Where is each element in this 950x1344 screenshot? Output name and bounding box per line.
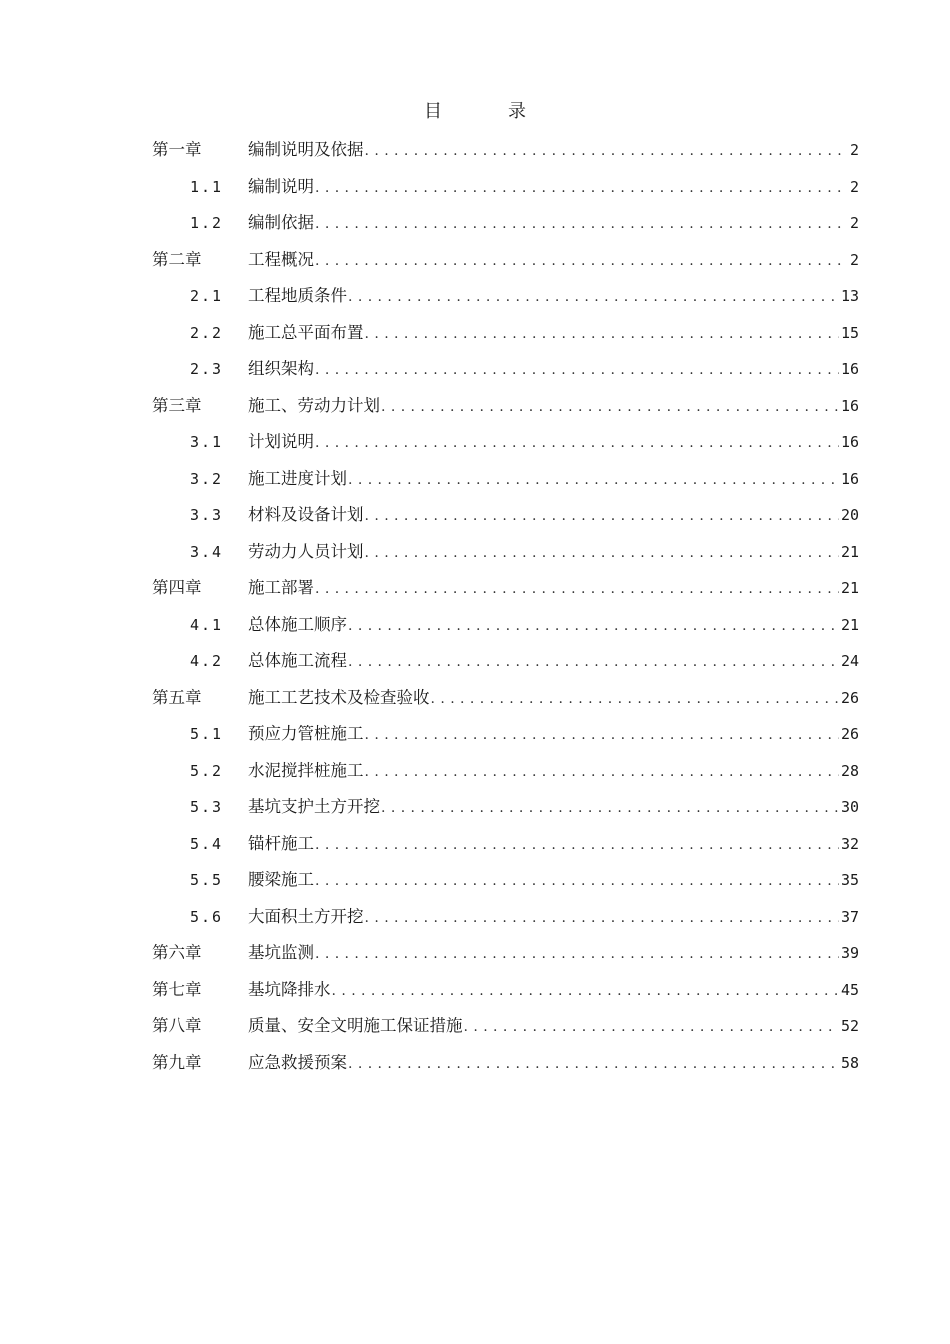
toc-entry-page-number: 16 <box>840 396 859 415</box>
toc-entry-number: 4.1 <box>190 615 224 634</box>
toc-dot-leader <box>314 206 848 242</box>
toc-entry-number: 5.1 <box>190 725 224 743</box>
toc-dot-leader <box>347 1046 839 1082</box>
toc-entry-title: 应急救援预案 <box>248 1052 347 1072</box>
toc-dot-leader <box>380 389 839 425</box>
toc-dot-leader <box>347 644 839 680</box>
toc-entry-page-number: 45 <box>840 980 859 999</box>
toc-dot-leader <box>380 790 839 826</box>
toc-entry-title: 总体施工顺序 <box>248 614 347 634</box>
toc-entry-number: 2.3 <box>190 360 224 378</box>
toc-entry-title: 计划说明 <box>248 432 314 451</box>
toc-entry-title: 锚杆施工 <box>248 833 314 853</box>
toc-entry[interactable] <box>152 461 859 498</box>
toc-entry[interactable] <box>152 935 859 972</box>
toc-entry-page-number: 2 <box>849 177 859 196</box>
toc-entry-number: 5.6 <box>190 907 224 926</box>
toc-entry[interactable] <box>152 424 859 461</box>
toc-entry-title: 基坑支护土方开挖 <box>248 797 380 816</box>
toc-entry[interactable] <box>152 497 859 534</box>
toc-entry-title: 施工工艺技术及检查验收 <box>248 687 430 707</box>
toc-dot-leader <box>314 827 839 863</box>
toc-entry-number: 第三章 <box>152 395 202 415</box>
toc-entry-title: 施工进度计划 <box>248 468 347 488</box>
toc-entry[interactable] <box>152 1045 859 1082</box>
toc-entry-title: 基坑降排水 <box>248 979 331 999</box>
toc-entry-number: 5.5 <box>190 871 224 889</box>
toc-entry-title: 劳动力人员计划 <box>248 541 364 561</box>
toc-entry-number: 2.2 <box>190 323 224 342</box>
toc-entry[interactable] <box>152 716 859 753</box>
toc-dot-leader <box>347 279 839 315</box>
toc-entry-title: 材料及设备计划 <box>248 505 364 524</box>
toc-entry-page-number: 20 <box>840 506 859 524</box>
toc-dot-leader <box>364 133 848 169</box>
toc-title <box>0 98 950 126</box>
toc-entry-title: 工程概况 <box>248 249 314 269</box>
toc-entry-page-number: 32 <box>840 834 859 853</box>
toc-entry-page-number: 21 <box>840 542 859 561</box>
toc-entry-number: 第九章 <box>152 1052 202 1072</box>
toc-entry-number: 3.4 <box>190 542 224 561</box>
toc-dot-leader <box>331 973 839 1009</box>
toc-entry-number: 4.2 <box>190 652 224 670</box>
toc-dot-leader <box>364 900 839 936</box>
toc-title-char-1: 目 <box>424 101 442 122</box>
toc-entry-title: 基坑监测 <box>248 943 314 962</box>
toc-entry-title: 预应力管桩施工 <box>248 724 364 743</box>
toc-entry-number: 1.1 <box>190 177 224 196</box>
toc-dot-leader <box>314 352 839 388</box>
toc-entry-page-number: 37 <box>840 907 859 926</box>
toc-entry-number: 第二章 <box>152 249 202 269</box>
toc-entry[interactable] <box>152 315 859 352</box>
toc-entry[interactable] <box>152 351 859 388</box>
toc-entry[interactable] <box>152 753 859 790</box>
toc-entry-title: 编制说明 <box>248 176 314 196</box>
toc-entry-page-number: 2 <box>849 250 859 269</box>
toc-list <box>152 132 859 1081</box>
toc-dot-leader <box>364 754 839 790</box>
toc-title-char-2: 录 <box>508 101 526 122</box>
toc-entry-number: 第五章 <box>152 687 202 707</box>
toc-dot-leader <box>314 243 848 279</box>
toc-entry-page-number: 16 <box>840 360 859 378</box>
toc-entry-page-number: 2 <box>849 141 859 159</box>
toc-dot-leader <box>314 425 839 461</box>
toc-entry-number: 第一章 <box>152 140 202 159</box>
toc-entry-number: 3.3 <box>190 506 224 524</box>
toc-entry-page-number: 21 <box>840 579 859 597</box>
toc-entry[interactable] <box>152 132 859 169</box>
toc-entry-page-number: 15 <box>840 323 859 342</box>
toc-entry-number: 第七章 <box>152 979 202 999</box>
toc-entry[interactable] <box>152 205 859 242</box>
toc-entry-title: 腰梁施工 <box>248 870 314 889</box>
toc-dot-leader <box>347 608 839 644</box>
toc-entry[interactable] <box>152 826 859 863</box>
toc-entry[interactable] <box>152 680 859 717</box>
toc-entry-number: 5.3 <box>190 798 224 816</box>
toc-entry[interactable] <box>152 570 859 607</box>
toc-entry-page-number: 58 <box>840 1053 859 1072</box>
toc-entry-page-number: 13 <box>840 287 859 305</box>
toc-entry-title: 编制说明及依据 <box>248 140 364 159</box>
toc-entry[interactable] <box>152 607 859 644</box>
toc-entry[interactable] <box>152 242 859 279</box>
toc-entry-title: 组织架构 <box>248 359 314 378</box>
toc-entry-number: 第四章 <box>152 578 202 597</box>
toc-dot-leader <box>364 535 839 571</box>
toc-entry-number: 第八章 <box>152 1016 202 1035</box>
toc-entry-number: 3.2 <box>190 469 224 488</box>
toc-entry-page-number: 26 <box>840 688 859 707</box>
toc-entry[interactable] <box>152 388 859 425</box>
toc-dot-leader <box>364 316 839 352</box>
toc-entry-number: 3.1 <box>190 433 224 451</box>
toc-entry-page-number: 16 <box>840 433 859 451</box>
toc-dot-leader <box>430 681 839 717</box>
toc-entry-page-number: 35 <box>840 871 859 889</box>
toc-entry-page-number: 2 <box>849 214 859 232</box>
toc-entry-title: 质量、安全文明施工保证措施 <box>248 1016 463 1035</box>
toc-entry-title: 施工、劳动力计划 <box>248 395 380 415</box>
toc-entry[interactable] <box>152 1008 859 1045</box>
toc-dot-leader <box>314 936 839 972</box>
toc-dot-leader <box>347 462 839 498</box>
toc-entry[interactable] <box>152 169 859 206</box>
toc-entry[interactable] <box>152 862 859 899</box>
toc-entry-page-number: 28 <box>840 761 859 780</box>
toc-entry-title: 水泥搅拌桩施工 <box>248 760 364 780</box>
toc-entry-number: 1.2 <box>190 214 224 232</box>
toc-dot-leader <box>463 1009 839 1045</box>
toc-entry-page-number: 30 <box>840 798 859 816</box>
toc-entry-title: 施工部署 <box>248 578 314 597</box>
toc-entry-title: 总体施工流程 <box>248 651 347 670</box>
toc-entry-title: 施工总平面布置 <box>248 322 364 342</box>
toc-entry-page-number: 26 <box>840 725 859 743</box>
toc-entry-page-number: 21 <box>840 615 859 634</box>
toc-entry[interactable] <box>152 278 859 315</box>
toc-entry[interactable] <box>152 643 859 680</box>
toc-dot-leader <box>314 170 848 206</box>
toc-dot-leader <box>314 863 839 899</box>
toc-entry-title: 工程地质条件 <box>248 286 347 305</box>
toc-entry-page-number: 52 <box>840 1017 859 1035</box>
toc-entry[interactable] <box>152 534 859 571</box>
toc-dot-leader <box>314 571 839 607</box>
toc-dot-leader <box>364 717 839 753</box>
toc-entry-title: 编制依据 <box>248 213 314 232</box>
toc-entry-number: 第六章 <box>152 943 202 962</box>
toc-entry-number: 2.1 <box>190 287 224 305</box>
toc-dot-leader <box>364 498 839 534</box>
toc-entry-number: 5.4 <box>190 834 224 853</box>
toc-entry-page-number: 24 <box>840 652 859 670</box>
toc-entry[interactable] <box>152 789 859 826</box>
toc-entry-page-number: 39 <box>840 944 859 962</box>
toc-entry-page-number: 16 <box>840 469 859 488</box>
toc-entry-number: 5.2 <box>190 761 224 780</box>
toc-entry[interactable] <box>152 899 859 936</box>
toc-entry[interactable] <box>152 972 859 1009</box>
toc-entry-title: 大面积土方开挖 <box>248 906 364 926</box>
